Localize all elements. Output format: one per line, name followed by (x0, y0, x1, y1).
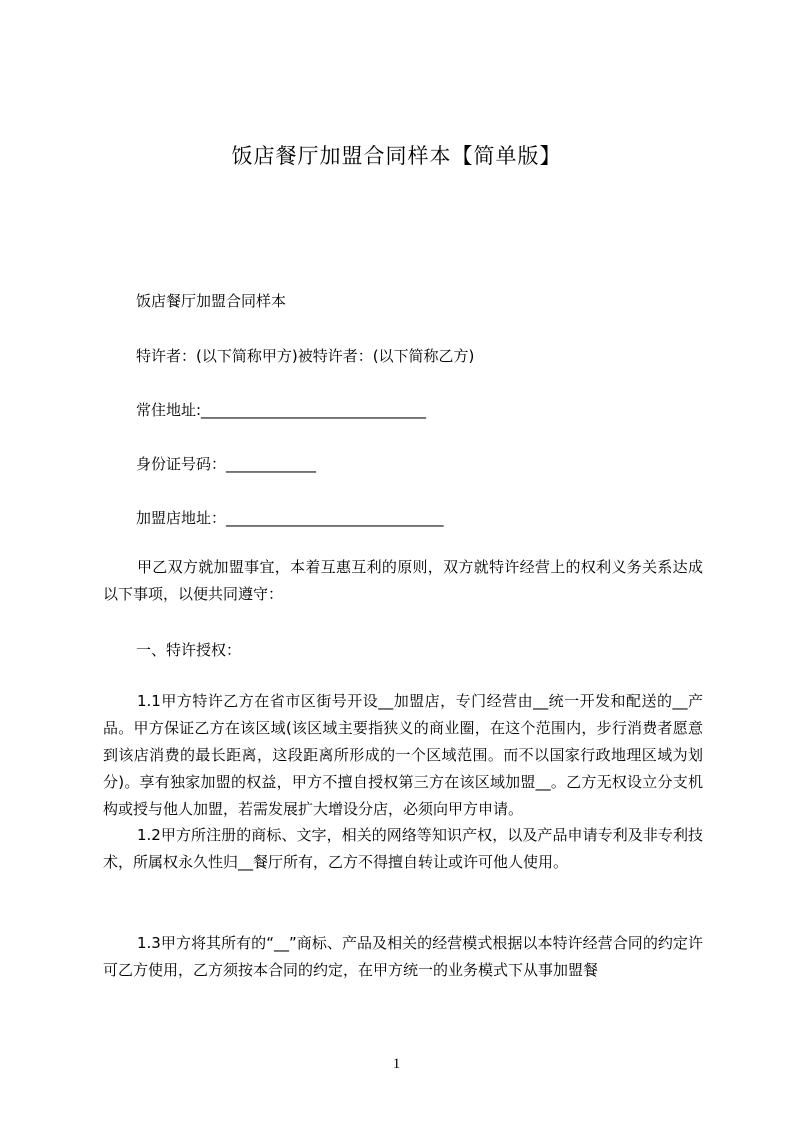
clause-1-2: 1.2甲方所注册的商标、文字，相关的网络等知识产权，以及产品申请专利及非专利技术，所属权永久性归__餐厅所有，乙方不得擅自转让或许可他人使用。 (103, 826, 703, 871)
clause-1-3: 1.3甲方将其所有的“__”商标、产品及相关的经营模式根据以本特许经营合同的约定许可乙方使用，乙方须按本合同的约定，在甲方统一的业务模式下从事加盟餐 (103, 934, 703, 979)
clause-1-1: 1.1甲方特许乙方在省市区街号开设__加盟店，专门经营由__统一开发和配送的__产品。甲方保证乙方在该区域(该区域主要指狭义的商业圈，在这个范围内，步行消费者愿意到该店消费的最长距离，这段距离所形成的一个区域范围。而不以国家行政地理区域为划分)。享有独家加盟的权益，甲方不擅自授权第三方在该区域加盟__。乙方无权设立分支机构或授与他人加盟，若需发展扩大增设分店，必须向甲方申请。 (103, 692, 703, 818)
page-number: 1 (392, 1056, 401, 1072)
id-number-field: 身份证号码：____________ (136, 455, 317, 473)
contract-subtitle: 饭店餐厅加盟合同样本 (136, 292, 287, 310)
store-address-field: 加盟店地址：_____________________________ (136, 509, 444, 527)
section-heading: 一、特许授权： (136, 641, 242, 659)
parties-line: 特许者：(以下简称甲方)被特许者：(以下简称乙方) (136, 347, 475, 365)
address-field: 常住地址:______________________________ (136, 401, 427, 419)
document-title: 饭店餐厅加盟合同样本【简单版】 (231, 144, 562, 168)
intro-paragraph: 甲乙双方就加盟事宜，本着互惠互利的原则，双方就特许经营上的权利义务关系达成以下事项，以便共同遵守： (103, 558, 703, 603)
